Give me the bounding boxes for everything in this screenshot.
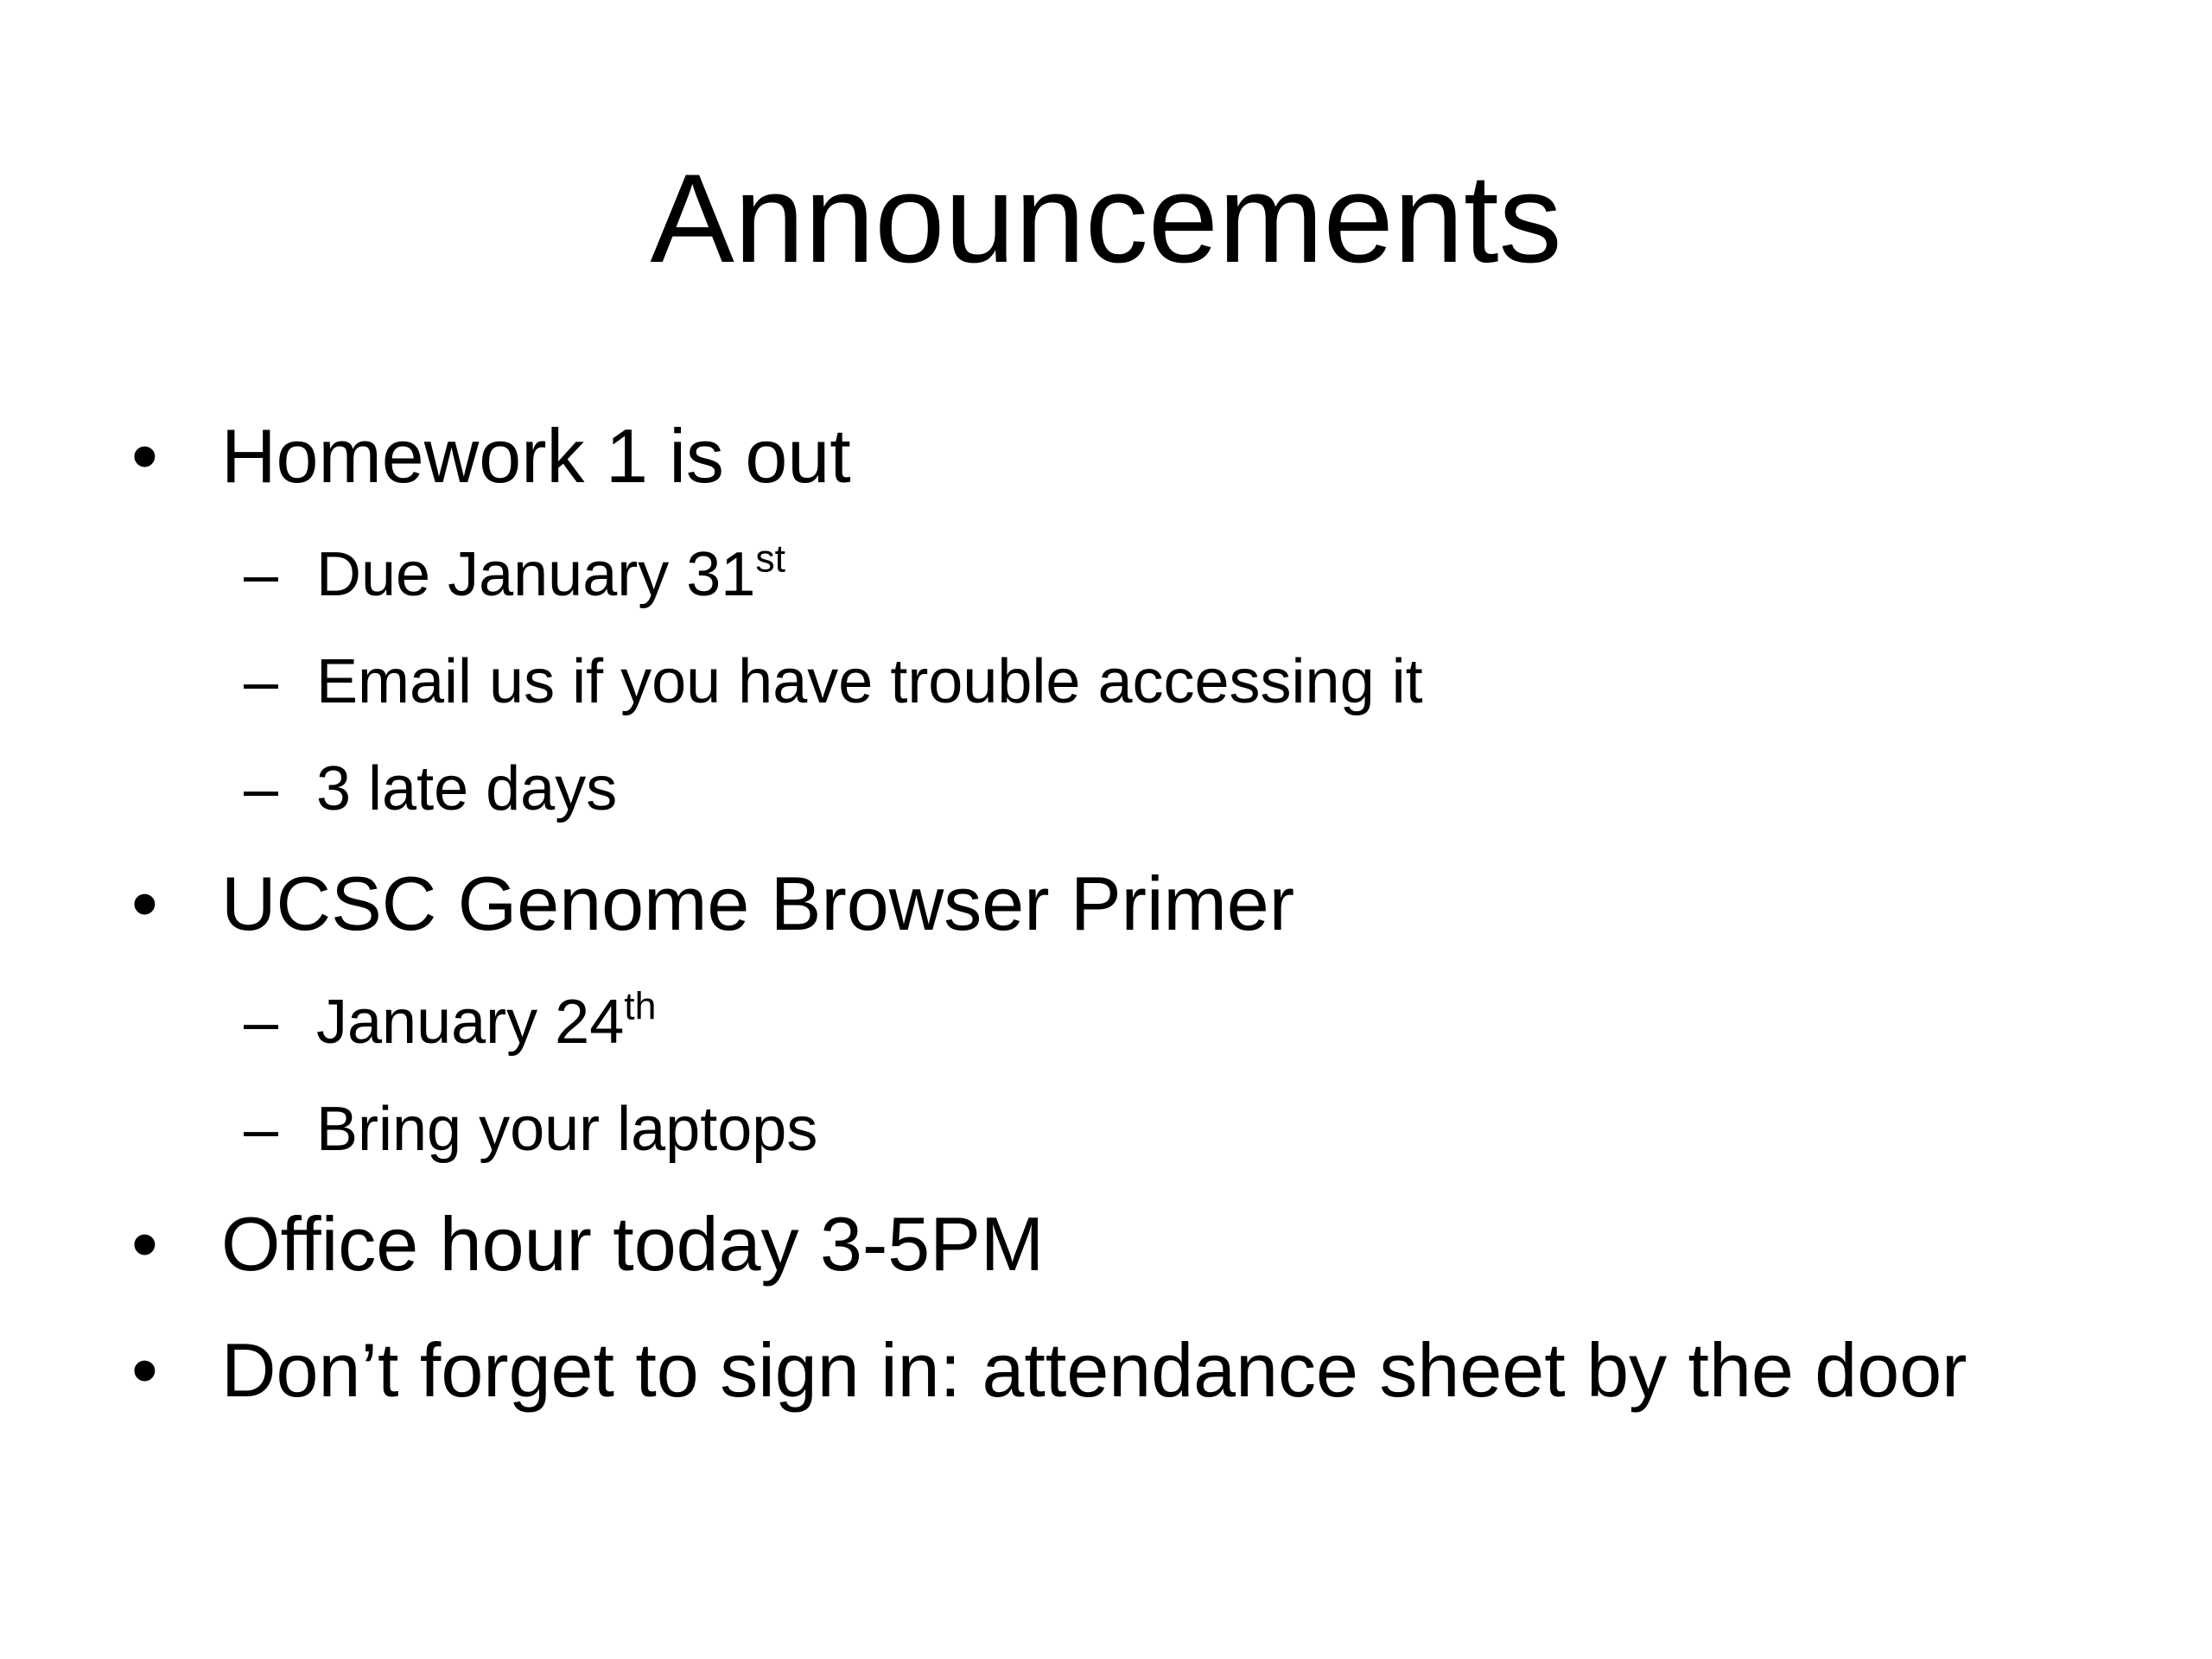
bullet-text: Homework 1 is out	[221, 413, 851, 499]
superscript: st	[755, 537, 786, 581]
sub-text: January 24th	[316, 985, 657, 1057]
bullet-text: UCSC Genome Browser Primer	[221, 861, 1295, 946]
sub-text: Email us if you have trouble accessing it	[316, 647, 1423, 716]
sub-mark: –	[244, 1095, 279, 1164]
slide-title: Announcements	[650, 148, 1562, 289]
sub-mark: –	[244, 540, 279, 609]
bullet-text: Don’t forget to sign in: attendance sheet by the door	[221, 1327, 1967, 1413]
sub-mark: –	[244, 754, 279, 823]
sub-text: Due January 31st	[316, 537, 786, 609]
bullet-mark: •	[131, 1327, 158, 1413]
superscript: th	[624, 985, 657, 1028]
sub-mark: –	[244, 988, 279, 1057]
sub-text: 3 late days	[316, 754, 618, 823]
sub-text: Bring your laptops	[316, 1095, 818, 1164]
sub-mark: –	[244, 647, 279, 716]
bullet-mark: •	[131, 861, 158, 946]
bullet-mark: •	[131, 413, 158, 499]
bullet-mark: •	[131, 1201, 158, 1287]
bullet-text: Office hour today 3-5PM	[221, 1201, 1045, 1287]
